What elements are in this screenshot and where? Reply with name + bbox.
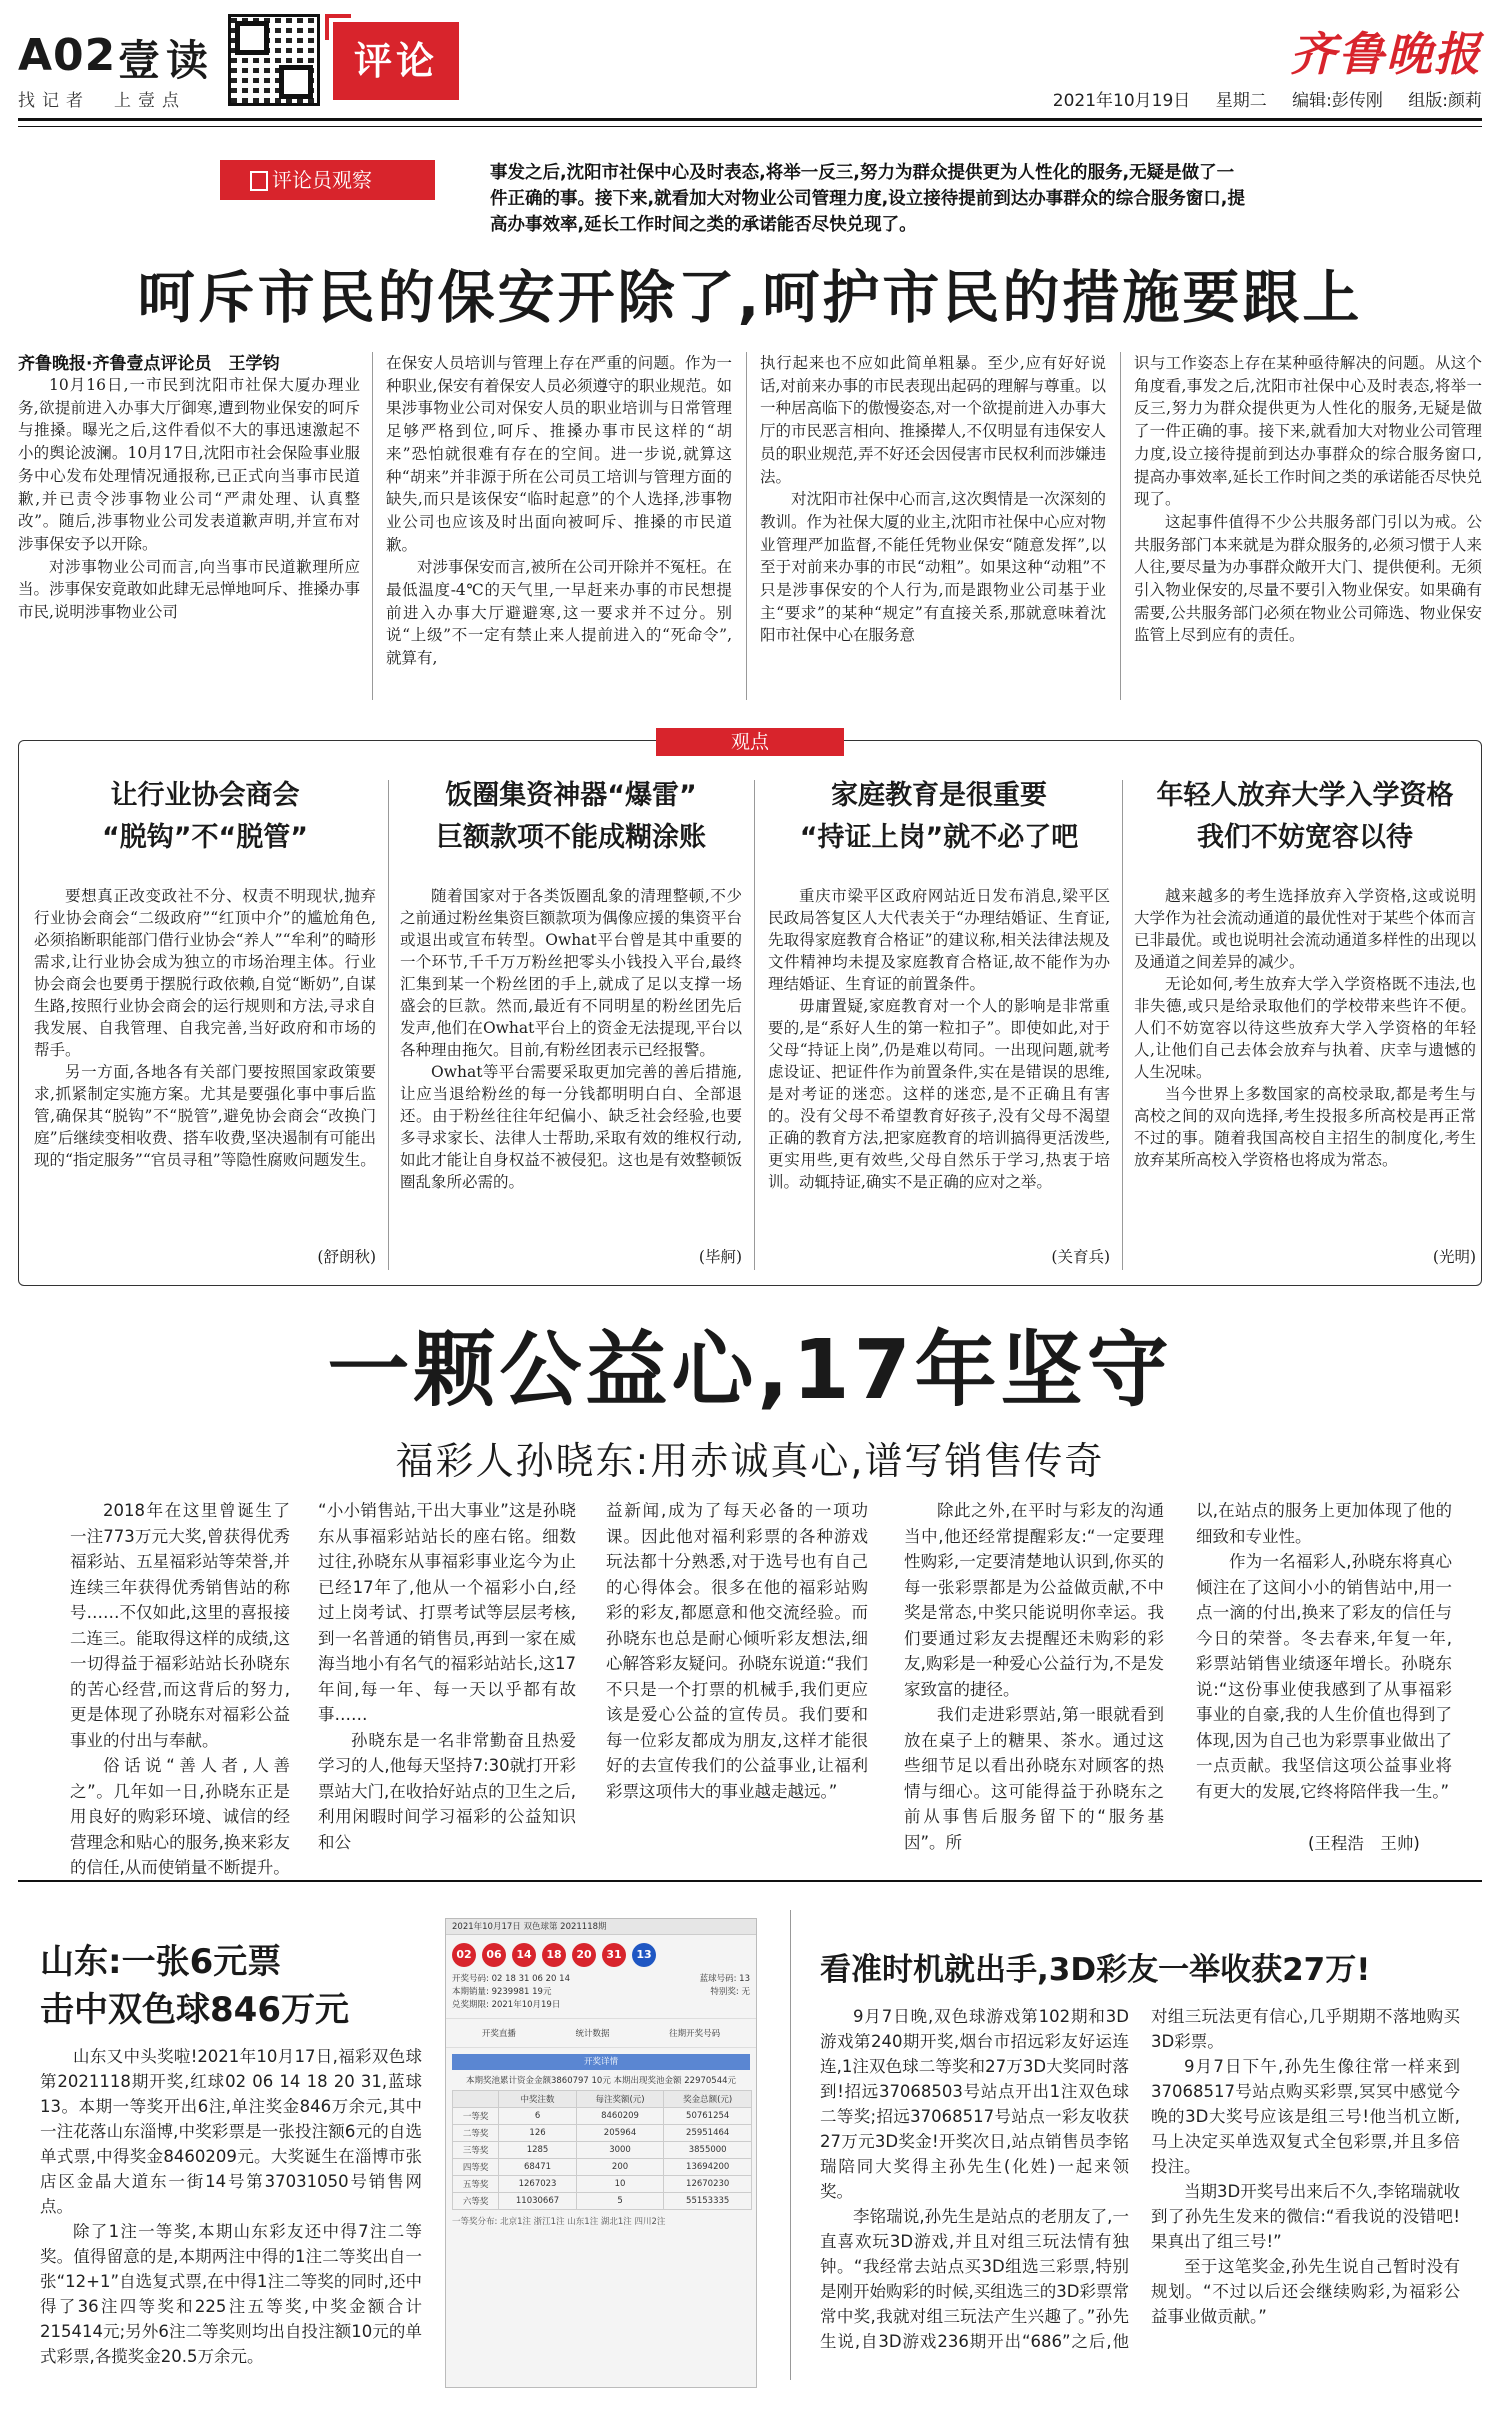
table-cell: 3855000	[664, 2142, 752, 2159]
red-ball: 02	[452, 1943, 476, 1967]
paragraph: 对沈阳市社保中心而言,这次舆情是一次深刻的教训。作为社保大厦的业主,沈阳市社保中心应对物业管理严加监督,不能任凭物业保安“随意发挥”,以至于对前来办事的市民“动粗”。如果这种“动粗”不只是涉事保安的个人行为,而是跟物业公司基于业主“要求”的某种“规定”有直接关系,那就意味着沈阳市社保中心在服务意	[760, 490, 1106, 645]
table-row	[453, 2159, 752, 2176]
page-name: 壹读	[118, 36, 215, 85]
commentary-lede: 事发之后,沈阳市社保中心及时表态,将举一反三,努力为群众提供更为人性化的服务,无疑是做了一件正确的事。接下来,就看加大对物业公司管理力度,设立接待提前到达办事群众的综合服务窗口,提高办事效率,延长工作时间之类的承诺能否尽快兑现了。	[490, 163, 1245, 235]
paragraph: 毋庸置疑,家庭教育对一个人的影响是非常重要的,是“系好人生的第一粒扣子”。即使如此,对于父母“持证上岗”,仍是难以苟同。一出现问题,就考虑设证、把证件作为前置条件,实在是错误的思维,是对考证的迷恋。这样的迷恋,是不正确且有害的。没有父母不希望教育好孩子,没有父母不渴望正确的教育方法,把家庭教育的培训搞得更活泼些,更实用些,更有效些,父母自然乐于学习,热衷于培训。动辄持证,确实不是正确的应对之举。	[768, 997, 1110, 1191]
paragraph: 俗话说“善人者,人善之”。几年如一日,孙晓东正是用良好的购彩环境、诚信的经营理念和贴心的服务,换来彩友的信任,从而使销量不断提升。	[70, 1756, 290, 1877]
table-cell: 1285	[499, 2142, 576, 2159]
feature-headline[interactable]: 一颗公益心,17年坚守	[327, 1323, 1173, 1418]
opinion-article-1	[34, 775, 376, 1295]
paragraph: 重庆市梁平区政府网站近日发布消息,梁平区民政局答复区人大代表关于“办理结婚证、生育证,先取得家庭教育合格证”的建议称,相关法律法规及文件精神均未提及家庭教育合格证,故不能作为办理结婚证、生育证的前置条件。	[768, 887, 1110, 993]
table-header	[453, 2091, 499, 2108]
opinion-article-3	[768, 775, 1110, 1295]
paragraph: 我们走进彩票站,第一眼就看到放在桌子上的糖果、茶水。通过这些细节足以看出孙晓东对顾客的热情与细心。这可能得益于孙晓东之前从事售后服务留下的“服务基因”。所	[904, 1705, 1164, 1852]
paragraph: 益新闻,成为了每天必备的一项功课。因此他对福利彩票的各种游戏玩法都十分熟悉,对于选号也有自己的心得体会。很多在他的福彩站购彩的彩友,都愿意和他交流经验。而孙晓东也总是耐心倾听彩友想法,细心解答彩友疑问。孙晓东说道:“我们不只是一个打票的机械手,我们更应该是爱心公益的宣传员。我们要和每一位彩友都成为朋友,这样才能很好的去宣传我们的公益事业,让福利彩票这项伟大的事业越走越远。”	[606, 1501, 868, 1801]
ticket-info	[446, 1971, 756, 2014]
dateline	[1039, 86, 1482, 111]
table-cell: 68471	[499, 2159, 576, 2176]
paragraph: 9月7日晚,双色球游戏第102期和3D游戏第240期开奖,烟台市招远彩友好运连连,1注双色球二等奖和27万3D大奖同时落到!招远37068503号站点开出1注双色球二等奖;招远37068517号站点一彩友收获27万元3D奖金!开奖次日,站点销售员李铭瑞陪同大奖得主孙先生(化姓)一起来领奖。	[820, 2007, 1129, 2201]
column-divider	[1120, 352, 1121, 700]
opinion-title[interactable]: 我们不妨宽容以待	[1197, 822, 1413, 853]
opinion-body	[34, 885, 376, 1295]
opinion-title[interactable]: 让行业协会商会	[110, 780, 300, 811]
feature-subheadline: 福彩人孙晓东:用赤诚真心,谱写销售传奇	[395, 1439, 1105, 1483]
paragraph: 除此之外,在平时与彩友的沟通当中,他还经常提醒彩友:“一定要理性购彩,一定要清楚地认识到,你买的每一张彩票都是为公益做贡献,不中奖是常态,中奖只能说明你幸运。我们要通过彩友去提醒还未购彩的彩友,购彩是一种爱心公益行为,不是发家致富的捷径。	[904, 1501, 1164, 1699]
ticket-footer: 一等奖分布: 北京1注 浙江1注 山东1注 湖北1注 四川2注	[452, 2217, 666, 2227]
table-cell: 3000	[576, 2142, 664, 2159]
paragraph: 10月16日,一市民到沈阳市社保大厦办理业务,欲提前进入办事大厅御寒,遭到物业保安的呵斥与推搡。曝光之后,这件看似不大的事迅速激起不小的舆论波澜。10月17日,沈阳市社会保险事业服务中心发布处理情况通报称,已正式向当事市民道歉,并已责令涉事物业公司“严肃处理、认真整改”。随后,涉事物业公司发表道歉声明,并宣布对涉事保安予以开除。	[18, 376, 360, 553]
shandong-headline-line1: 山东:一张6元票	[40, 1942, 282, 1982]
pool-text: 本期奖池累计资金金额3860797 10元 本期出现奖池金额 22970544元	[465, 2076, 737, 2086]
section-tag: 评论	[333, 22, 459, 100]
paragraph: 随着国家对于各类饭圈乱象的清理整顿,不少之前通过粉丝集资巨额款项为偶像应援的集资平台或退出或宣布转型。Owhat平台曾是其中重要的一个环节,千千万万粉丝把零头小钱投入平台,最终汇集到某一个粉丝团的手上,就成了足以支撑一场盛会的巨款。然而,最近有不同明星的粉丝团先后发声,他们在Owhat平台上的资金无法提现,平台以各种理由拖欠。目前,有粉丝团表示已经报警。	[400, 887, 742, 1059]
editor-credit: 编辑:彭传刚	[1292, 91, 1383, 111]
paragraph: 至于这笔奖金,孙先生说自己暂时没有规划。“不过以后还会继续购彩,为福彩公益事业做贡献。”	[1151, 2257, 1460, 2326]
page-number: A02	[18, 30, 117, 81]
lottery-result-screenshot	[445, 1918, 757, 2388]
paragraph: 孙晓东是一名非常勤奋且热爱学习的人,他每天坚持7:30就打开彩票站大门,在收拾好站点的卫生之后,利用闲暇时间学习福彩的公益知识和公	[318, 1730, 576, 1852]
table-header: 每注奖额(元)	[576, 2091, 664, 2108]
live-draw-button[interactable]: 开奖直播	[481, 2029, 516, 2039]
column-divider	[754, 780, 755, 1270]
info-cell: 开奖号码: 02 18 31 06 20 14	[452, 1974, 570, 1984]
opinion-article-2	[400, 775, 742, 1295]
table-row	[453, 2176, 752, 2193]
blue-ball: 13	[632, 1943, 656, 1967]
info-cell: 特别奖: 无	[710, 1987, 750, 1997]
feature-column-3	[606, 1498, 868, 1860]
opinion-author: (关育兵)	[1047, 1245, 1110, 1267]
table-cell: 126	[499, 2125, 576, 2142]
ticket-buttons	[446, 2018, 756, 2048]
table-row	[453, 2193, 752, 2210]
paragraph: 对涉事保安而言,被所在公司开除并不冤枉。在最低温度-4℃的天气里,一早赶来办事的市民想提前进入办事大厅避避寒,这一要求并不过分。别说“上级”不一定有禁止来人提前进入的“死命令”,就算有,	[386, 558, 732, 668]
commentary-column-2	[386, 352, 732, 700]
table-cell: 10	[576, 2176, 664, 2193]
column-divider	[790, 1910, 791, 2380]
red-ball: 31	[602, 1943, 626, 1967]
opinion-body	[768, 885, 1110, 1295]
red-ball: 14	[512, 1943, 536, 1967]
paragraph: “小小销售站,干出大事业”这是孙晓东从事福彩站站长的座右铭。细数过往,孙晓东从事福彩事业迄今为止已经17年了,他从一个福彩小白,经过上岗考试、打票考试等层层考核,到一名普通的销售员,再到一家在威海当地小有名气的福彩站站长,这17年间,每一年、每一天以乎都有故事……	[318, 1501, 576, 1724]
opinion-article-4	[1134, 775, 1476, 1295]
issue-date: 2021年10月19日	[1052, 91, 1191, 111]
red-ball: 20	[572, 1943, 596, 1967]
paragraph: 识与工作姿态上存在某种亟待解决的问题。从这个角度看,事发之后,沈阳市社保中心及时表态,将举一反三,努力为群众提供更为人性化的服务,无疑是做了一件正确的事。接下来,就看加大对物业公司管理力度,设立接待提前到达办事群众的综合服务窗口,提高办事效率,延长工作时间之类的承诺能否尽快兑现了。	[1134, 354, 1482, 509]
info-cell: 本期销量: 9239981 19元	[452, 1987, 552, 1997]
table-cell: 四等奖	[453, 2159, 499, 2176]
feature-column-4	[904, 1498, 1164, 1860]
column-badge: 评论员观察	[220, 160, 435, 200]
paragraph: 李铭瑞说,孙先生是站点的老朋友了,一直喜欢玩3D游戏,并且对组三玩法情有独钟。“我经常去站点买3D组选三彩票,特别是刚开始购彩的时候,买组选三的3D彩票常常中奖,我就对组三玩法产生兴趣了。”孙先生说,自3D游戏236期开出“686”之后,他对组三玩法更有信心,几乎期期不落地购买3D彩票。	[820, 2007, 1460, 2351]
winning-numbers	[446, 1935, 756, 1971]
paragraph: Owhat等平台需要采取更加完善的善后措施,让应当退给粉丝的每一分钱都明明白白、全部退还。由于粉丝往往年纪偏小、缺乏社会经验,也要多寻求家长、法律人士帮助,采取有效的维权行动,如此才能让自身权益不被侵犯。这也是有效整顿饭圈乱象所必需的。	[400, 1063, 742, 1191]
stats-button[interactable]: 统计数据	[575, 2029, 610, 2039]
feature-column-5	[1196, 1498, 1452, 1828]
feature-author: (王程浩 王帅)	[1308, 1830, 1420, 1854]
table-row	[453, 2108, 752, 2125]
commentary-column-4	[1134, 352, 1482, 700]
feature-column-1	[70, 1498, 290, 1877]
shandong-body	[40, 2044, 422, 2366]
table-cell: 二等奖	[453, 2125, 499, 2142]
opinion-title[interactable]: 家庭教育是很重要	[831, 780, 1047, 811]
table-cell: 三等奖	[453, 2142, 499, 2159]
table-header: 中奖注数	[499, 2091, 576, 2108]
shandong-headline-line2: 击中双色球846万元	[40, 1990, 349, 2030]
details-bar[interactable]: 开奖详情	[452, 2054, 750, 2070]
table-cell: 55153335	[664, 2193, 752, 2210]
paragraph: 山东又中头奖啦!2021年10月17日,福彩双色球第2021118期开奖,红球02 06 14 18 20 31,蓝球13。本期一等奖开出6注,单注奖金846万余元,其中一注花落山东淄博,中奖彩票是一张投注额6元的自选单式票,中得奖金8460209元。大奖诞生在淄博市张店区金晶大道东一街14号第37031050号销售网点。	[40, 2047, 422, 2216]
threed-body	[820, 2004, 1460, 2384]
paragraph: 9月7日下午,孙先生像往常一样来到37068517号站点购买彩票,冥冥中感觉今晚的3D大奖号应该是组三号!他当机立断,马上决定买单选双复式全包彩票,并且多倍投注。	[1151, 2057, 1460, 2176]
table-row	[453, 2125, 752, 2142]
column-divider	[746, 352, 747, 700]
section-rule	[18, 1880, 1482, 1882]
red-ball: 18	[542, 1943, 566, 1967]
paragraph: 在保安人员培训与管理上存在严重的问题。作为一种职业,保安有着保安人员必须遵守的职业规范。如果涉事物业公司对保安人员的职业培训与日常管理足够严格到位,呵斥、推搡办事市民这样的“胡来”恐怕就很难有存在的空间。进一步说,就算这种“胡来”并非源于所在公司员工培训与管理方面的缺失,而只是该保安“临时起意”的个人选择,涉事物业公司也应该及时出面向被呵斥、推搡的市民道歉。	[386, 354, 732, 554]
commentary-column-3	[760, 352, 1106, 700]
feature-column-2	[318, 1498, 576, 1860]
table-cell: 200	[576, 2159, 664, 2176]
column-divider	[372, 352, 373, 700]
table-cell: 一等奖	[453, 2108, 499, 2125]
paragraph: 作为一名福彩人,孙晓东将真心倾注在了这间小小的销售站中,用一点一滴的付出,换来了彩友的信任与今日的荣誉。冬去春来,年复一年,彩票站销售业绩逐年增长。孙晓东说:“这份事业使我感到了从事福彩事业的自豪,我的人生价值也得到了体现,因为自己也为彩票事业做出了一点贡献。我坚信这项公益事业将有更大的发展,它终将陪伴我一生。”	[1196, 1552, 1452, 1801]
prize-table	[452, 2090, 752, 2210]
opinion-author: (舒朗秋)	[313, 1245, 376, 1267]
paragraph: 执行起来也不应如此简单粗暴。至少,应有好好说话,对前来办事的市民表现出起码的理解与尊重。以一种居高临下的傲慢姿态,对一个欲提前进入办事大厅的市民恶言相向、推搡撵人,不仅明显有违保安人员的职业规范,弄不好还会因侵害市民权利而涉嫌违法。	[760, 354, 1106, 486]
red-ball: 06	[482, 1943, 506, 1967]
table-header: 奖金总额(元)	[664, 2091, 752, 2108]
table-cell: 8460209	[576, 2108, 664, 2125]
header-rule	[18, 118, 1482, 127]
opinion-body	[1134, 885, 1476, 1295]
paragraph: 当期3D开奖号出来后不久,李铭瑞就收到了孙先生发来的微信:“看我说的没错吧!果真出了组三号!”	[1151, 2182, 1460, 2251]
column-divider	[388, 780, 389, 1270]
table-cell: 11030667	[499, 2193, 576, 2210]
paragraph: 除了1注一等奖,本期山东彩友还中得7注二等奖。值得留意的是,本期两注中得的1注二等奖出自一张“12+1”自选复式票,在中得1注二等奖的同时,还中得了36注四等奖和225注五等奖,中奖金额合计215414元;另外6注二等奖则均出自投注额10元的单式彩票,各揽奖金20.5万余元。	[40, 2222, 422, 2366]
history-button[interactable]: 往期开奖号码	[669, 2029, 721, 2039]
page-header	[0, 0, 1500, 130]
paragraph: 对涉事物业公司而言,向当事市民道歉理所应当。涉事保安竟敢如此肆无忌惮地呵斥、推搡办事市民,说明涉事物业公司	[18, 557, 360, 622]
paragraph: 2018年在这里曾诞生了一注773万元大奖,曾获得优秀福彩站、五星福彩站等荣誉,并连续三年获得优秀销售站的称号……不仅如此,这里的喜报接二连三。能取得这样的成绩,这一切得益于福彩站站长孙晓东的苦心经营,而这背后的努力,更是体现了孙晓东对福彩公益事业的付出与奉献。	[70, 1501, 290, 1750]
paragraph: 越来越多的考生选择放弃入学资格,这或说明大学作为社会流动通道的最优性对于某些个体而言已非最优。或也说明社会流动通道多样性的出现以及通道之间差异的减少。	[1134, 887, 1476, 971]
table-cell: 六等奖	[453, 2193, 499, 2210]
info-cell: 蓝球号码: 13	[699, 1974, 750, 1984]
ticket-header: 2021年10月17日 双色球第 2021118期	[446, 1919, 756, 1935]
table-cell: 13694200	[664, 2159, 752, 2176]
shandong-headline[interactable]	[40, 1938, 349, 2034]
table-cell: 1267023	[499, 2176, 576, 2193]
issue-weekday: 星期二	[1215, 91, 1267, 111]
threed-headline[interactable]: 看准时机就出手,3D彩友一举收获27万!	[820, 1952, 1371, 1988]
paragraph: 另一方面,各地各有关部门要按照国家政策要求,抓紧制定实施方案。尤其是要强化事中事后监管,确保其“脱钩”不“脱管”,避免协会商会“改换门庭”后继续变相收费、搭车收费,坚决遏制有可能出现的“指定服务”“官员寻租”等隐性腐败问题发生。	[34, 1063, 376, 1169]
table-cell: 205964	[576, 2125, 664, 2142]
paragraph: 当今世界上多数国家的高校录取,都是考生与高校之间的双向选择,考生投报多所高校是再正常不过的事。随着我国高校自主招生的制度化,考生放弃某所高校入学资格也将成为常态。	[1134, 1085, 1476, 1169]
table-cell: 5	[576, 2193, 664, 2210]
opinion-title[interactable]: 饭圈集资神器“爆雷”	[445, 780, 697, 811]
table-cell: 6	[499, 2108, 576, 2125]
commentary-byline: 齐鲁晚报·齐鲁壹点评论员 王学钧	[18, 354, 280, 374]
opinion-title[interactable]: 巨额款项不能成糊涂账	[436, 822, 706, 853]
commentary-headline[interactable]: 呵斥市民的保安开除了,呵护市民的措施要跟上	[137, 265, 1363, 331]
commentary-column-1	[18, 374, 360, 700]
table-cell: 12670230	[664, 2176, 752, 2193]
info-cell: 兑奖期限: 2021年10月19日	[452, 2000, 561, 2010]
opinion-title[interactable]: “持证上岗”就不必了吧	[799, 822, 1079, 853]
table-cell: 50761254	[664, 2108, 752, 2125]
paragraph: 要想真正改变政社不分、权责不明现状,抛弃行业协会商会“二级政府”“红顶中介”的尴尬角色,必须掐断职能部门借行业协会“养人”“牟利”的畸形需求,让行业协会成为独立的市场治理主体。行业协会商会也要勇于摆脱行政依赖,自觉“断奶”,自谋生路,按照行业协会商会的运行规则和方法,寻求自我发展、自我管理、自我完善,当好政府和市场的帮手。	[34, 887, 376, 1059]
qr-code-icon[interactable]	[228, 14, 320, 106]
opinion-title[interactable]: “脱钩”不“脱管”	[102, 822, 308, 853]
table-row	[453, 2142, 752, 2159]
column-divider	[1122, 780, 1123, 1270]
designer-credit: 组版:颜莉	[1408, 91, 1482, 111]
opinion-title[interactable]: 年轻人放弃大学入学资格	[1156, 780, 1454, 811]
paragraph: 以,在站点的服务上更加体现了他的细致和专业性。	[1196, 1501, 1452, 1546]
newspaper-logo: 齐鲁晚报	[1290, 27, 1482, 81]
opinion-author: (光明)	[1429, 1245, 1476, 1267]
table-cell: 五等奖	[453, 2176, 499, 2193]
paragraph: 无论如何,考生放弃大学入学资格既不违法,也非失德,或只是给录取他们的学校带来些许不便。人们不妨宽容以待这些放弃大学入学资格的年轻人,让他们自己去体会放弃与执着、庆幸与遗憾的人生况味。	[1134, 975, 1476, 1081]
paragraph: 这起事件值得不少公共服务部门引以为戒。公共服务部门本来就是为群众服务的,必须习惯于人来人往,要尽量为办事群众敞开大门、提供便利。无须引入物业保安的,尽量不要引入物业保安。如果确有需要,公共服务部门必须在物业公司筛选、物业保安监管上尽到应有的责任。	[1134, 512, 1482, 645]
page-slogan: 找记者 上壹点	[18, 91, 186, 111]
opinion-tab: 观点	[656, 728, 844, 756]
opinion-author: (毕舸)	[695, 1245, 742, 1267]
table-cell: 25951464	[664, 2125, 752, 2142]
opinion-body	[400, 885, 742, 1295]
